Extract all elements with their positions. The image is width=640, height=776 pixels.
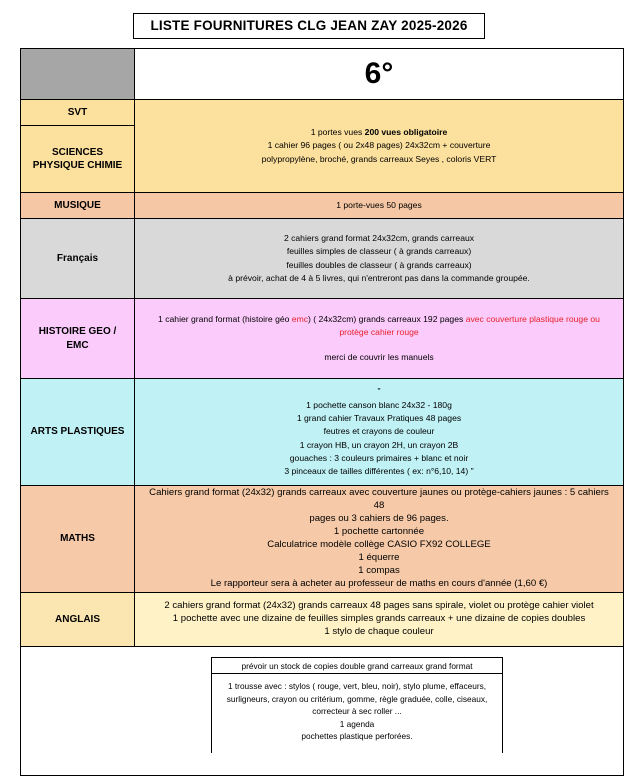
row-general-supplies [21,646,623,775]
general-line: pochettes plastique perforées. [301,731,413,742]
histoire-line: protège cahier rouge [339,326,419,337]
row-histoire-geo [21,298,623,378]
arts-line: 3 pinceaux de tailles différentes ( ex: n°6,10, 14) " [284,466,474,477]
histoire-text-red: emc [291,313,309,324]
anglais-content [135,593,623,646]
label-cell [21,219,135,298]
musique-line: 1 porte-vues 50 pages [336,199,422,210]
label-cell-empty [21,647,91,775]
label-cell [21,593,135,646]
general-line: prévoir un stock de copies double grand carreaux grand format [212,660,502,674]
histoire-text: ) ( 24x32cm) grands carreaux 192 pages [308,313,466,324]
maths-line: Cahiers grand format (24x32) grands carreaux avec couverture jaunes ou protège-cahiers jaunes : 5 cahiers 48 [149,487,609,512]
label-cell [21,100,135,192]
francais-line: à prévoir, achat de 4 à 5 livres, qui n'entreront pas dans la commande groupée. [228,272,530,283]
arts-line: feutres et crayons de couleur [323,426,435,437]
general-supplies-box [211,657,503,753]
svt-line: polypropylène, broché, grands carreaux Seyes , coloris VERT [261,153,497,164]
header-row [21,49,623,99]
histoire-text: 1 cahier grand format (histoire géo [158,313,292,324]
anglais-line: 1 stylo de chaque couleur [324,625,434,637]
histoire-text-red: avec couverture plastique rouge ou [465,313,600,324]
general-content [91,647,623,775]
label-histoire-geo: HISTOIRE GEO / EMC [38,326,117,351]
svt-content [135,100,623,192]
header-label-cell [21,49,135,99]
maths-content [135,486,623,592]
arts-line: 1 crayon HB, un crayon 2H, un crayon 2B [299,439,459,450]
arts-line: " [377,386,381,397]
page-title: LISTE FOURNITURES CLG JEAN ZAY 2025-2026 [133,13,485,39]
svt-line1-bold: 200 vues obligatoire [364,127,448,138]
histoire-line: merci de couvrir les manuels [324,352,434,363]
general-line: correcteur à sec roller ... [312,706,402,717]
musique-content [135,193,623,218]
general-line: 1 trousse avec : stylos ( rouge, vert, bleu, noir), stylo plume, effaceurs, [227,681,487,692]
general-line: surligneurs, crayon ou critérium, gomme, règle graduée, colle, ciseaux, [226,693,488,704]
label-musique: MUSIQUE [54,199,101,211]
label-svt: SVT [21,100,134,126]
arts-line: 1 pochette canson blanc 24x32 - 180g [306,399,452,410]
row-svt-physique [21,99,623,192]
label-maths: MATHS [60,533,95,545]
svt-line: 1 cahier 96 pages ( ou 2x48 pages) 24x32cm + couverture [267,140,491,151]
maths-line: 1 pochette cartonnée [333,526,425,538]
svt-line1-text: 1 portes vues [310,127,365,138]
arts-line: gouaches : 3 couleurs primaires + blanc et noir [289,452,469,463]
anglais-line: 2 cahiers grand format (24x32) grands carreaux 48 pages sans spirale, violet ou protège cahier violet [164,600,594,612]
row-francais [21,218,623,298]
francais-line: feuilles simples de classeur ( à grands carreaux) [286,246,472,257]
maths-line: pages ou 3 cahiers de 96 pages. [309,513,449,525]
label-francais: Français [56,252,99,264]
label-anglais: ANGLAIS [55,613,100,625]
general-line: 1 agenda [339,718,375,729]
arts-line: 1 grand cahier Travaux Pratiques 48 pages [296,413,462,424]
histoire-line [158,313,600,326]
maths-line: Le rapporteur sera à acheter au professeur de maths en cours d'année (1,60 €) [210,577,548,589]
grade-title: 6° [135,49,623,99]
row-arts-plastiques [21,378,623,485]
maths-line: 1 compas [358,564,400,576]
label-sciences-physique: SCIENCES PHYSIQUE CHIMIE [32,146,123,171]
label-cell [21,193,135,218]
maths-line: 1 équerre [358,551,400,563]
supplies-table [20,48,624,776]
francais-content [135,219,623,298]
maths-line: Calculatrice modèle collège CASIO FX92 COLLEGE [267,539,491,550]
row-anglais [21,592,623,646]
histoire-content [135,299,623,378]
anglais-line: 1 pochette avec une dizaine de feuilles simples grands carreaux + une dizaine de copies doubles [172,613,586,625]
label-cell [21,379,135,485]
label-cell [21,299,135,378]
francais-line: 2 cahiers grand format 24x32cm, grands carreaux [283,232,475,243]
svt-line [311,126,448,139]
row-musique [21,192,623,218]
arts-content [135,379,623,485]
row-maths [21,485,623,592]
label-arts-plastiques: ARTS PLASTIQUES [30,426,125,438]
francais-line: feuilles doubles de classeur ( à grands carreaux) [286,259,472,270]
label-cell [21,486,135,592]
